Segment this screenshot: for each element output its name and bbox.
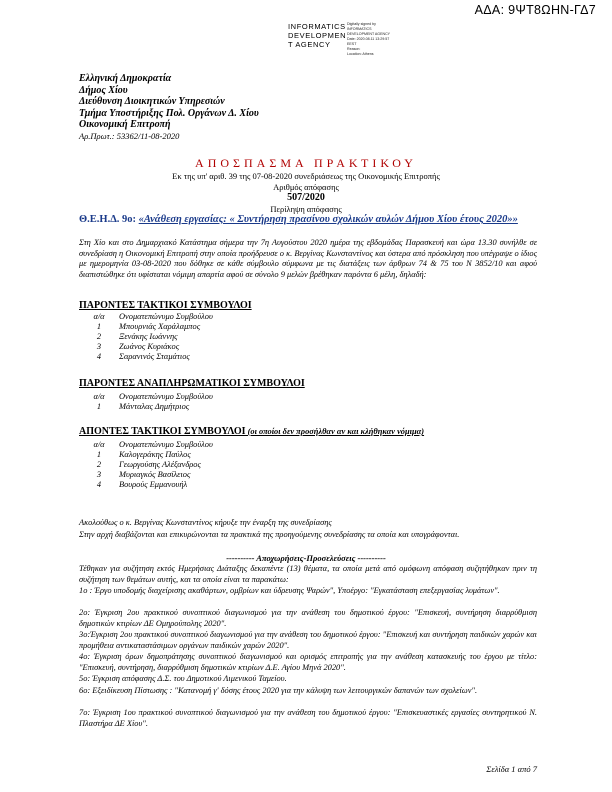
table-row [79,460,213,470]
signature-details [347,22,390,57]
meeting-reference: Εκ της υπ' αριθ. 39 της 07-08-2020 συνεδριάσεως της Οικονομικής Επιτροπής [172,171,440,181]
table-row [79,332,213,342]
substitute-members-heading: ΠΑΡΟΝΤΕΣ ΑΝΑΠΛΗΡΩΜΑΤΙΚΟΙ ΣΥΜΒΟΥΛΟΙ [79,378,305,389]
signature-line: Digitally signed by [347,22,376,26]
logo-line: INFORMATICS [288,22,346,31]
agenda-item: 7ο: Έγκριση 1ου πρακτικού συνοπτικού διαγωνισμού για την ανάθεση του δημοτικού έργου: "Επισκευαστικές εργασίες συντηρητικού Ν. Πλαστήρα ΔΕ Χίου". [79,708,537,728]
row-number: 3 [96,342,102,351]
table-row [79,352,213,362]
member-name: Γεωργούσης Αλέξανδρος [119,460,201,469]
ada-code: ΑΔΑ: 9ΨΤ8ΩΗΝ-ΓΔ7 [474,3,596,17]
signature-logo [288,22,346,49]
issuer-header [79,73,259,142]
present-members-table [79,312,213,362]
header-line: Διεύθυνση Διοικητικών Υπηρεσιών [79,96,225,107]
present-members-heading: ΠΑΡΟΝΤΕΣ ΤΑΚΤΙΚΟΙ ΣΥΜΒΟΥΛΟΙ [79,300,252,311]
logo-line: T AGENCY [288,40,331,49]
absent-heading-note: (οι οποίοι δεν προσήλθαν αν και κλήθηκαν νόμιμα) [245,427,425,436]
substitute-members-table [79,392,213,412]
table-row [79,470,213,480]
row-number: 4 [96,352,102,361]
decision-subject [79,214,537,225]
agenda-item: 5ο: Έγκριση απόφασης Δ.Σ. του Δημοτικού Λιμενικού Ταμείου. [79,674,287,683]
absent-members-heading [79,426,424,437]
row-number: 3 [96,470,102,479]
decision-label: Αριθμός απόφασης [273,182,339,192]
col-name: Ονοματεπώνυμο Συμβούλου [119,312,213,321]
col-aa: α/α [93,392,105,401]
row-number: 2 [96,460,102,469]
member-name: Μπουρνιάς Χαράλαμπος [119,322,201,331]
header-line: Δήμος Χίου [79,84,128,96]
absent-heading-text: ΑΠΟΝΤΕΣ ΤΑΚΤΙΚΟΙ ΣΥΜΒΟΥΛΟΙ [79,426,246,437]
table-header-row [79,312,213,322]
col-name: Ονοματεπώνυμο Συμβούλου [119,392,213,401]
agenda-item: 3ο:Έγκριση 2ου πρακτικού συνοπτικού διαγωνισμού για την ανάθεση του δημοτικού έργου: "Επισκευή και συντήρηση παιδικών χαρών και προμήθεια αντικαταστάσιμων οργάνων παιδικών χαρών 2020". [79,630,537,650]
table-row [79,322,213,332]
page-number: Σελίδα 1 από 7 [486,764,537,774]
minutes-paragraph: Στην αρχή διαβάζονται και επικυρώνονται τα πρακτικά της προηγούμενης συνεδρίασης τα οποία και υπογράφονται. [79,530,460,539]
summary-label: Περίληψη απόφασης [270,204,342,214]
member-name: Μάνταλας Δημήτριος [119,402,190,411]
announcements-heading: ---------- Αποχωρήσεις-Προσελεύσεις ---------- [226,553,386,563]
signature-line: INFORMATICS [347,27,372,31]
row-number: 1 [96,402,102,411]
member-name: Καλογεράκης Παύλος [119,450,191,459]
opening-line: Ακολούθως ο κ. Βεργίνας Κωνσταντίνος κήρυξε την έναρξη της συνεδρίασης [79,518,332,527]
member-name: Βουρούς Εμμανουήλ [119,480,188,489]
emergency-items-paragraph: Τέθηκαν για συζήτηση εκτός Ημερήσιας Διάταξης δεκαπέντε (13) θέματα, τα οποία μετά από ομόφωνη απόφαση συζητήθηκαν πριν τη συζήτηση των θεμάτων αυτής, και τα οποία είναι τα παρακάτω: [79,564,537,584]
col-name: Ονοματεπώνυμο Συμβούλου [119,440,213,449]
subject-prefix: Θ.Ε.Η.Δ. 9ο: [79,214,139,225]
member-name: Σαρανινός Σταμάτιος [119,352,190,361]
decision-number: 507/2020 [287,192,325,203]
table-header-row [79,392,213,402]
row-number: 1 [96,450,102,459]
agenda-item: 1ο : Έργο υποδομής διαχείρισης ακαθάρτων, ομβρίων και ύδρευσης Ψαρών", Υποέργο: "Εγκατάσταση επεξεργασίας λυμάτων". [79,586,500,595]
row-number: 4 [96,480,102,489]
signature-line: Location: Athens [347,52,374,56]
table-row [79,402,213,412]
agenda-item: 6ο: Εξειδίκευση Πίστωσης : "Κατανομή γ' δόσης έτους 2020 για την κάλυψη των λειτουργικών δαπανών των σχολείων". [79,686,478,695]
table-row [79,342,213,352]
subject-text: «Ανάθεση εργασίας: « Συντήρηση πρασίνου σχολικών αυλών Δήμου Χίου έτους 2020»» [138,214,518,225]
header-line: Οικονομική Επιτροπή [79,119,171,130]
table-row [79,480,213,490]
protocol-number: Αρ.Πρωτ.: 53362/11-08-2020 [79,130,180,141]
signature-line: Reason: [347,47,361,51]
absent-members-table [79,440,213,490]
col-aa: α/α [93,440,105,449]
table-header-row [79,440,213,450]
row-number: 1 [96,322,102,331]
agenda-item: 2ο: Έγκριση 2ου πρακτικού συνοπτικού διαγωνισμού για την ανάθεση του δημοτικού έργου: "Επισκευή, συντήρηση διαρρύθμιση δημοτικών κτιρίων ΔΕ Ομηρούπολης 2020". [79,608,537,628]
signature-line: DEVELOPMENT AGENCY [347,32,391,36]
member-name: Ζωάνος Κυριάκος [119,342,180,351]
header-line: Ελληνική Δημοκρατία [79,73,172,84]
document-title: ΑΠΟΣΠΑΣΜΑ ΠΡΑΚΤΙΚΟΥ [195,156,417,170]
intro-paragraph: Στη Χίο και στο Δημαρχιακό Κατάστημα σήμερα την 7η Αυγούστου 2020 ημέρα της εβδομάδας Παρασκευή και ώρα 13.30 συνήλθε σε συνεδρίαση η Οικονομική Επιτροπή στην οποία προήδρευσε ο κ. Βεργίνας Κωνσταντίνος και ύστερα από πρόσκληση που υπέγραψε ο ίδιος με ημερομηνία 03-08-2020 που δόθηκε σε κάθε σύμβουλο σύμφωνα με τις διατάξεις των άρθρων 74 & 75 του Ν 3852/10 και αφού διαπιστώθηκε ότι υφίσταται νόμιμη απαρτία αφού σε σύνολο 9 μελών βρέθηκαν παρόντα 6 μέλη, δηλαδή: [79,238,537,279]
header-line: Τμήμα Υποστήριξης Πολ. Οργάνων Δ. Χίου [79,107,259,119]
row-number: 2 [96,332,102,341]
signature-line: EEST [347,42,357,46]
member-name: Μυριαγκός Βασίλειος [119,470,191,479]
member-name: Ξενάκης Ιωάννης [119,332,178,341]
logo-line: DEVELOPMEN [288,31,347,40]
signature-line: Date: 2020.08.11 13:29:57 [347,37,390,41]
table-row [79,450,213,460]
agenda-item: 4ο: Έγκριση όρων δημοπράτησης συνοπτικού διαγωνισμού και ορισμός επιτροπής για την ανάθεση κατασκευής του έργου με τίτλο: "Επισκευή, συντήρηση, διαρρύθμιση δημοτικών κτιρίων Δ.Ε. Αγίου Μηνά 2020". [79,652,537,672]
col-aa: α/α [93,312,105,321]
